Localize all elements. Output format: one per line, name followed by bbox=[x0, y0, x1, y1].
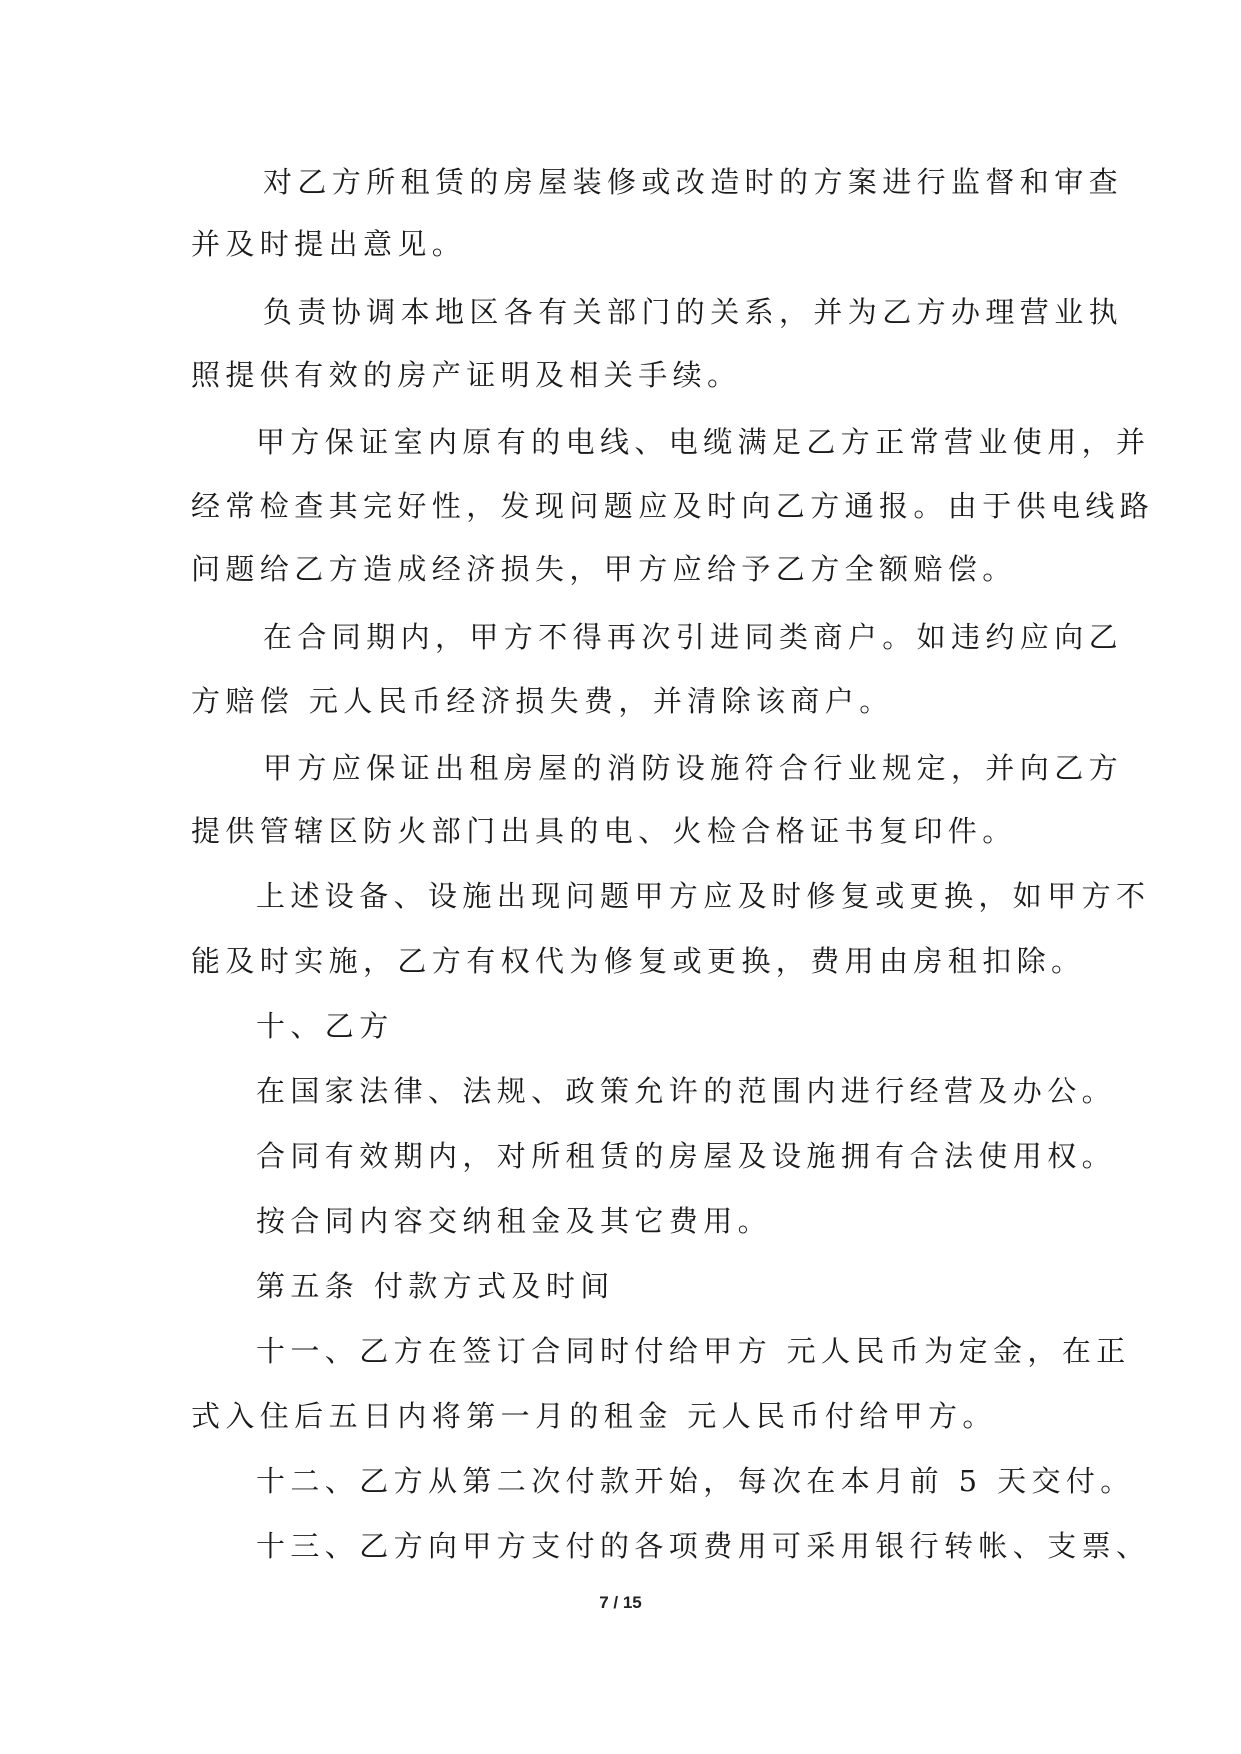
text-line: 经常检查其完好性，发现问题应及时向乙方通报。由于供电线路 bbox=[191, 489, 1155, 523]
text-line: 在合同期内，甲方不得再次引进同类商户。如违约应向乙 bbox=[263, 620, 1124, 654]
text-line: 照提供有效的房产证明及相关手续。 bbox=[191, 358, 742, 392]
text-line: 合同有效期内，对所租赁的房屋及设施拥有合法使用权。 bbox=[256, 1139, 1117, 1173]
text-line: 并及时提出意见。 bbox=[191, 227, 467, 261]
text-line: 按合同内容交纳租金及其它费用。 bbox=[256, 1204, 773, 1238]
text-line: 十二、乙方从第二次付款开始，每次在本月前 5 天交付。 bbox=[256, 1464, 1135, 1498]
section-heading: 十、乙方 bbox=[256, 1009, 394, 1043]
text-line: 在国家法律、法规、政策允许的范围内进行经营及办公。 bbox=[256, 1074, 1117, 1108]
text-line: 方赔偿 元人民币经济损失费，并清除该商户。 bbox=[191, 684, 894, 718]
text-line: 问题给乙方造成经济损失，甲方应给予乙方全额赔偿。 bbox=[191, 552, 1017, 586]
text-line: 甲方应保证出租房屋的消防设施符合行业规定，并向乙方 bbox=[263, 751, 1124, 785]
text-line: 十一、乙方在签订合同时付给甲方 元人民币为定金，在正 bbox=[256, 1334, 1131, 1368]
section-heading: 第五条 付款方式及时间 bbox=[256, 1269, 615, 1303]
text-line: 式入住后五日内将第一月的租金 元人民币付给甲方。 bbox=[191, 1399, 997, 1433]
text-line: 上述设备、设施出现问题甲方应及时修复或更换，如甲方不 bbox=[256, 879, 1151, 913]
text-line: 负责协调本地区各有关部门的关系，并为乙方办理营业执 bbox=[263, 295, 1124, 329]
text-line: 对乙方所租赁的房屋装修或改造时的方案进行监督和审查 bbox=[263, 165, 1124, 199]
text-line: 甲方保证室内原有的电线、电缆满足乙方正常营业使用，并 bbox=[256, 425, 1151, 459]
text-line: 能及时实施，乙方有权代为修复或更换，费用由房租扣除。 bbox=[191, 944, 1086, 978]
text-line: 提供管辖区防火部门出具的电、火检合格证书复印件。 bbox=[191, 814, 1017, 848]
text-line: 十三、乙方向甲方支付的各项费用可采用银行转帐、支票、 bbox=[256, 1529, 1151, 1563]
page-number: 7 / 15 bbox=[599, 1593, 642, 1612]
